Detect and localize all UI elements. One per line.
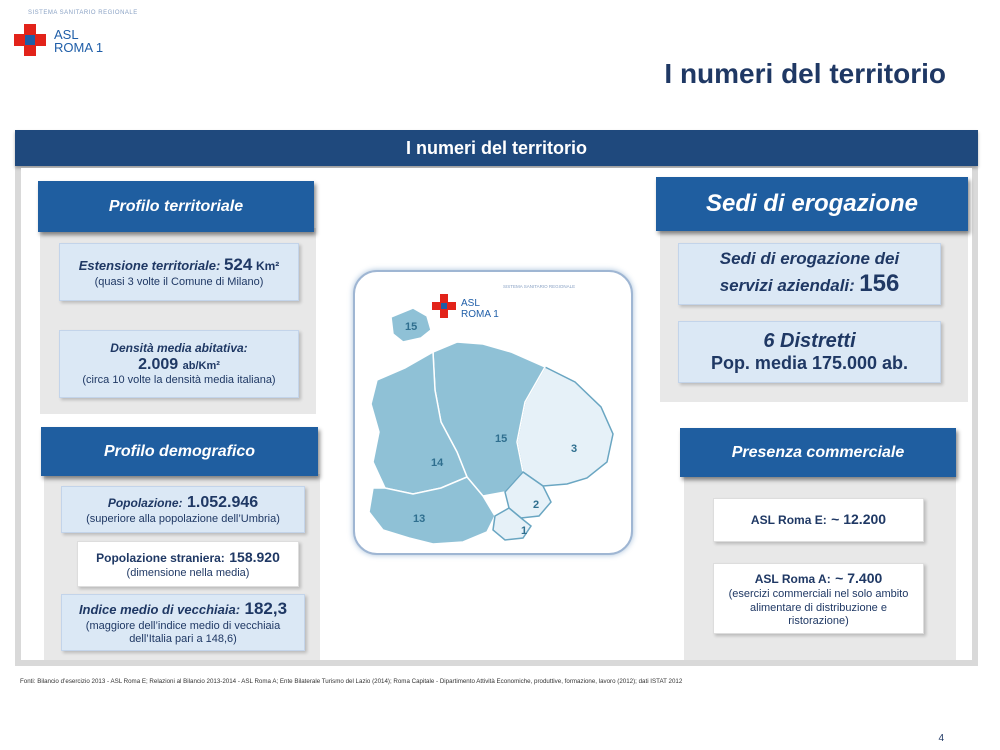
popolazione-note: (superiore alla popolazione dell’Umbria)	[86, 512, 280, 525]
densita-card	[59, 330, 299, 398]
servizi-line	[720, 270, 900, 299]
roma-e-card	[713, 498, 924, 542]
district-label-2: 2	[533, 499, 540, 511]
logo-name	[54, 28, 103, 54]
popolazione-label: Popolazione:	[107, 496, 183, 511]
logo-name-line-2: ROMA 1	[54, 40, 104, 55]
sedi-header: Sedi di erogazione	[656, 177, 968, 231]
map-logo-name-2: ROMA 1	[461, 309, 499, 320]
servizi-label-2: servizi aziendali:	[719, 275, 855, 295]
popolazione-card	[61, 486, 305, 533]
distretti-card	[678, 321, 941, 383]
map-logo-name-1: ASL	[461, 298, 480, 309]
asl-logo	[14, 10, 174, 60]
vecchiaia-value: 182,3	[244, 599, 288, 619]
straniera-note: (dimensione nella media)	[126, 567, 250, 579]
estensione-unit: Km²	[255, 259, 280, 274]
district-label-15-center: 15	[495, 433, 508, 445]
roma-a-note-3: ristorazione)	[788, 614, 849, 627]
map-logo-subtitle: SISTEMA SANITARIO REGIONALE	[503, 284, 576, 289]
district-label-14: 14	[431, 457, 444, 469]
district-label-15-north: 15	[405, 321, 418, 333]
district-map	[353, 270, 633, 555]
map-red-cross-icon	[432, 294, 456, 318]
presenza-header: Presenza commerciale	[680, 428, 956, 477]
roma-a-value: ~ 7.400	[835, 570, 883, 587]
logo-name-line-1: ASL	[54, 27, 79, 42]
profilo-territoriale-header: Profilo territoriale	[38, 181, 314, 232]
straniera-label: Popolazione straniera:	[96, 550, 225, 565]
vecchiaia-note-2: dell’Italia pari a 148,6)	[129, 632, 237, 645]
vecchiaia-card	[61, 594, 305, 651]
estensione-line	[79, 255, 280, 275]
estensione-card	[59, 243, 299, 301]
banner-title: I numeri del territorio	[15, 130, 978, 166]
sources-note: Fonti: Bilancio d’esercizio 2013 - ASL Roma E; Relazioni al Bilancio 2013-2014 - ASL Roma A; Ente Bilaterale Turismo del Lazio (2014); Roma Capitale - Dipartimento Attività Economiche, produttive, formazione, lavoro (2012); dati ISTAT 2012	[20, 678, 683, 685]
densita-line	[138, 355, 220, 374]
roma-e-value: ~ 12.200	[831, 511, 887, 528]
servizi-card	[678, 243, 941, 305]
roma-a-card	[713, 563, 924, 634]
roma-a-note-1: (esercizi commerciali nel solo ambito	[728, 588, 909, 601]
densita-note: (circa 10 volte la densità media italiana)	[82, 374, 276, 387]
popolazione-line	[108, 493, 258, 512]
straniera-card	[77, 541, 299, 587]
estensione-note: (quasi 3 volte il Comune di Milano)	[94, 275, 264, 288]
roma-e-line	[751, 510, 886, 529]
estensione-label: Estensione territoriale:	[78, 258, 221, 274]
vecchiaia-label: Indice medio di vecchiaia:	[78, 602, 241, 618]
vecchiaia-note-1: (maggiore dell’indice medio di vecchiaia	[85, 619, 281, 632]
roma-e-label: ASL Roma E:	[750, 513, 827, 528]
distretti-label: 6 Distretti	[763, 330, 856, 353]
page-number: 4	[938, 733, 944, 744]
district-label-13: 13	[413, 513, 426, 525]
roma-a-note-2: alimentare di distribuzione e	[750, 601, 887, 614]
servizi-label-1: Sedi di erogazione dei	[719, 249, 900, 269]
densita-label: Densità media abitativa:	[110, 340, 248, 355]
popolazione-value: 1.052.946	[186, 494, 259, 512]
red-cross-icon	[14, 24, 46, 56]
densita-value: 2.009	[138, 356, 179, 373]
district-label-3: 3	[571, 443, 578, 455]
profilo-demografico-header: Profilo demografico	[41, 427, 318, 476]
straniera-value: 158.920	[229, 548, 280, 565]
roma-a-label: ASL Roma A:	[754, 572, 831, 587]
servizi-value: 156	[859, 269, 900, 297]
vecchiaia-line	[79, 599, 287, 619]
district-map-svg	[355, 272, 633, 555]
logo-subtitle: SISTEMA SANITARIO REGIONALE	[28, 10, 138, 16]
district-label-1: 1	[521, 525, 528, 537]
slide-title: I numeri del territorio	[664, 58, 946, 89]
pop-media-label: Pop. media 175.000 ab.	[710, 353, 909, 374]
estensione-value: 524	[223, 255, 253, 275]
densita-unit: ab/Km²	[182, 360, 220, 372]
roma-a-line	[755, 569, 883, 588]
straniera-line	[96, 548, 280, 567]
